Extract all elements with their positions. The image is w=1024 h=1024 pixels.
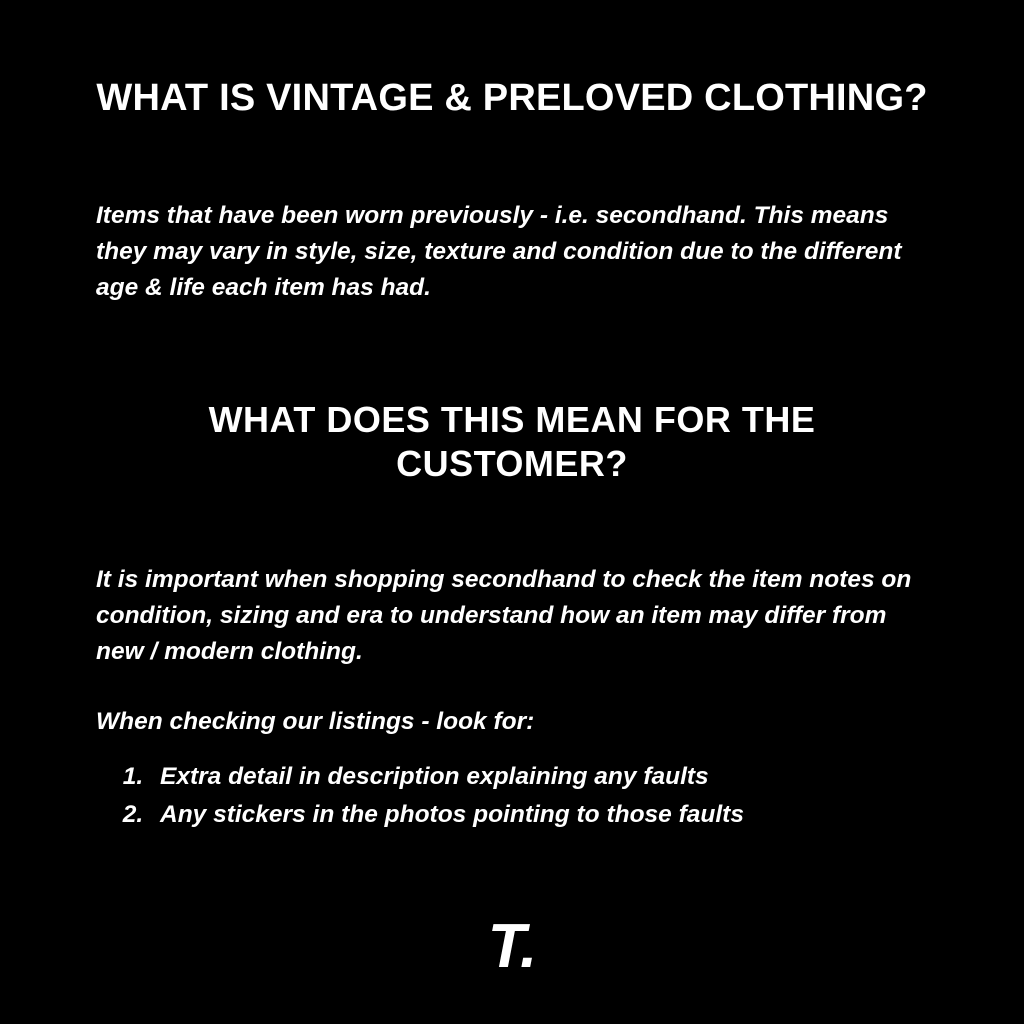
section-heading-customer: WHAT DOES THIS MEAN FOR THE CUSTOMER?	[208, 398, 816, 484]
paragraph-definition: Items that have been worn previously - i.e. secondhand. This means they may vary in style, size, texture and condition due to the different age & life each item has had.	[96, 201, 902, 301]
faults-list	[0, 758, 1024, 834]
section-heading-container	[0, 398, 1024, 486]
paragraph-customer-advice: It is important when shopping secondhand to check the item notes on condition, sizing and era to understand how an item may differ from new / modern clothing.	[96, 565, 912, 665]
brand-logo	[0, 912, 1024, 981]
logo-text: T.	[487, 912, 537, 981]
page-title: WHAT IS VINTAGE & PRELOVED CLOTHING?	[96, 77, 928, 119]
list-item: 2. Any stickers in the photos pointing to those faults	[150, 796, 1024, 834]
paragraph-look-for: When checking our listings - look for:	[96, 707, 535, 735]
list-item: 1. Extra detail in description explaining any faults	[150, 758, 1024, 796]
